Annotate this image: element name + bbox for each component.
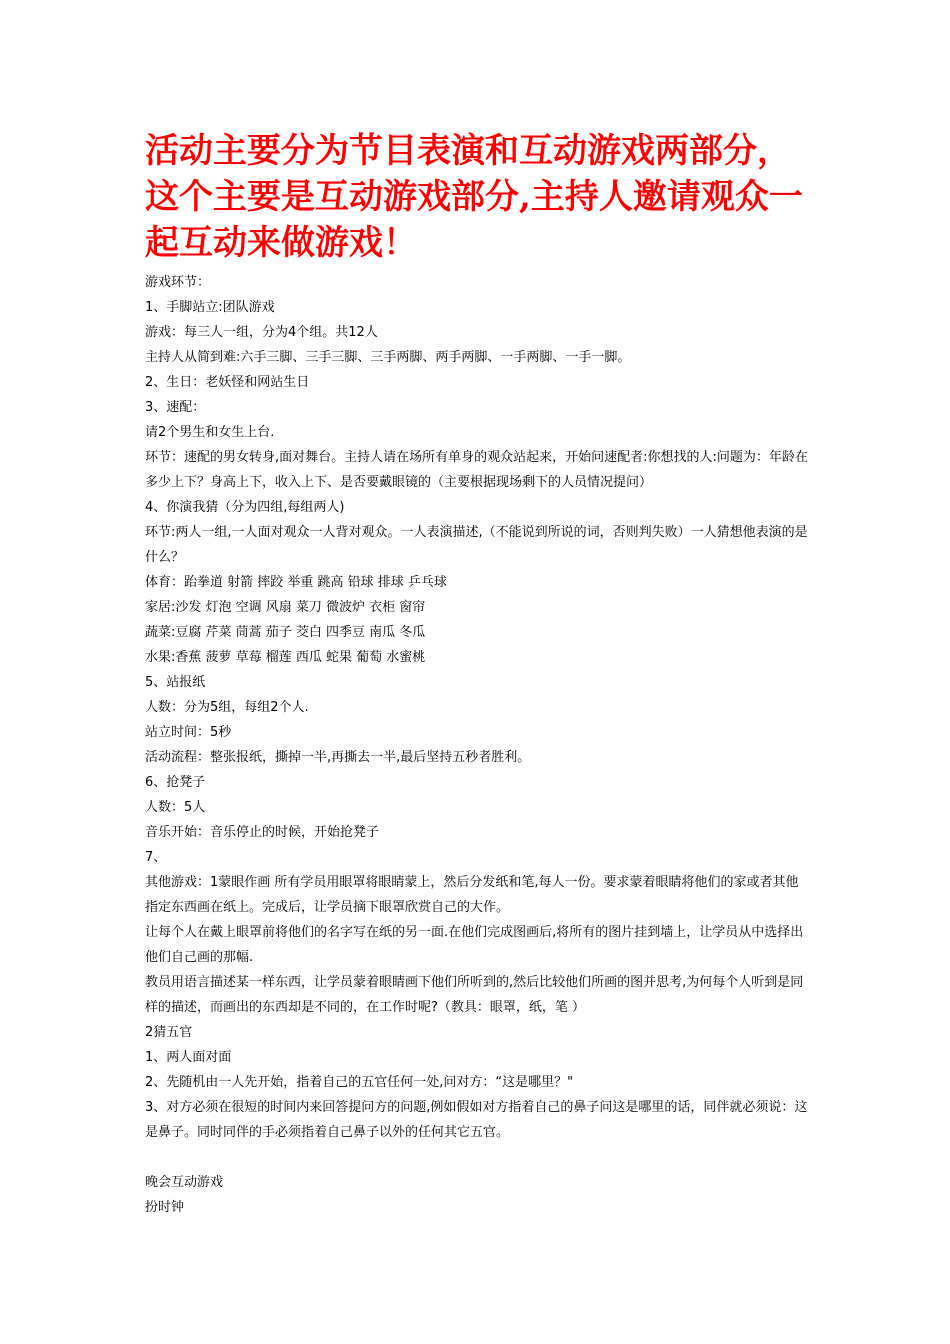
paragraph: 家居:沙发 灯泡 空调 风扇 菜刀 微波炉 衣柜 窗帘 — [145, 600, 426, 615]
paragraph: 1、两人面对面 — [145, 1050, 232, 1065]
paragraph: 晚会互动游戏 — [145, 1175, 224, 1190]
paragraph: 音乐开始：音乐停止的时候，开始抢凳子 — [145, 825, 380, 840]
paragraph: 站立时间：5秒 — [145, 725, 232, 740]
paragraph: 环节:两人一组,一人面对观众一人背对观众。一人表演描述,（不能说到所说的词，否则判失败）一人猜想他表演的是什么？ — [145, 525, 808, 565]
paragraph: 游戏环节： — [145, 275, 211, 290]
document-page — [145, 128, 810, 1220]
paragraph: 扮时钟 — [145, 1200, 185, 1215]
paragraph: 7、 — [145, 850, 167, 865]
paragraph: 体育：跆拳道 射箭 摔跤 举重 跳高 铅球 排球 乒乓球 — [145, 575, 447, 590]
paragraph: 1、手脚站立:团队游戏 — [145, 300, 275, 315]
paragraph: 6、抢凳子 — [145, 775, 206, 790]
paragraph: 2、生日：老妖怪和网站生日 — [145, 375, 310, 390]
paragraph: 主持人从简到难:六手三脚、三手三脚、三手两脚、两手两脚、一手两脚、一手一脚。 — [145, 350, 631, 365]
paragraph: 2猜五官 — [145, 1025, 193, 1040]
paragraph: 3、对方必须在很短的时间内来回答提问方的问题,例如假如对方指着自己的鼻子问这是哪里的话，同伴就必须说：这是鼻子。同时同伴的手必须指着自己鼻子以外的任何其它五官。 — [145, 1100, 808, 1140]
paragraph: 请2个男生和女生上台. — [145, 425, 275, 440]
paragraph: 人数：分为5组，每组2个人. — [145, 700, 309, 715]
paragraph: 人数：5人 — [145, 800, 206, 815]
document-headline: 活动主要分为节目表演和互动游戏两部分，这个主要是互动游戏部分,主持人邀请观众一起互动来做游戏！ — [145, 131, 803, 263]
paragraph: 其他游戏：1蒙眼作画 所有学员用眼罩将眼睛蒙上，然后分发纸和笔,每人一份。要求蒙着眼睛将他们的家或者其他指定东西画在纸上。完成后，让学员摘下眼罩欣赏自己的大作。 — [145, 875, 799, 915]
blank-line — [145, 1145, 810, 1170]
paragraph: 5、站报纸 — [145, 675, 206, 690]
paragraph: 3、速配： — [145, 400, 206, 415]
paragraph: 游戏：每三人一组，分为4个组。共12人 — [145, 325, 378, 340]
document-body — [145, 270, 810, 1220]
paragraph: 活动流程：整张报纸，撕掉一半,再撕去一半,最后坚持五秒者胜利。 — [145, 750, 531, 765]
paragraph: 2、先随机由一人先开始，指着自己的五官任何一处,问对方：“这是哪里？" — [145, 1075, 574, 1090]
paragraph: 水果:香蕉 菠萝 草莓 榴莲 西瓜 蛇果 葡萄 水蜜桃 — [145, 650, 426, 665]
paragraph: 4、你演我猜（分为四组,每组两人) — [145, 500, 345, 515]
paragraph: 环节：速配的男女转身,面对舞台。主持人请在场所有单身的观众站起来，开始问速配者:你想找的人:问题为：年龄在多少上下？身高上下，收入上下、是否要戴眼镜的（主要根据现场剩下的人员情况提问） — [145, 450, 808, 490]
paragraph: 教员用语言描述某一样东西，让学员蒙着眼睛画下他们所听到的,然后比较他们所画的图并思考,为何每个人听到是同样的描述，而画出的东西却是不同的，在工作时呢?（教具：眼罩，纸，笔 ） — [145, 975, 804, 1015]
paragraph: 蔬菜:豆腐 芹菜 茼蒿 茄子 茭白 四季豆 南瓜 冬瓜 — [145, 625, 426, 640]
paragraph: 让每个人在戴上眼罩前将他们的名字写在纸的另一面.在他们完成图画后,将所有的图片挂到墙上，让学员从中选择出他们自己画的那幅. — [145, 925, 804, 965]
